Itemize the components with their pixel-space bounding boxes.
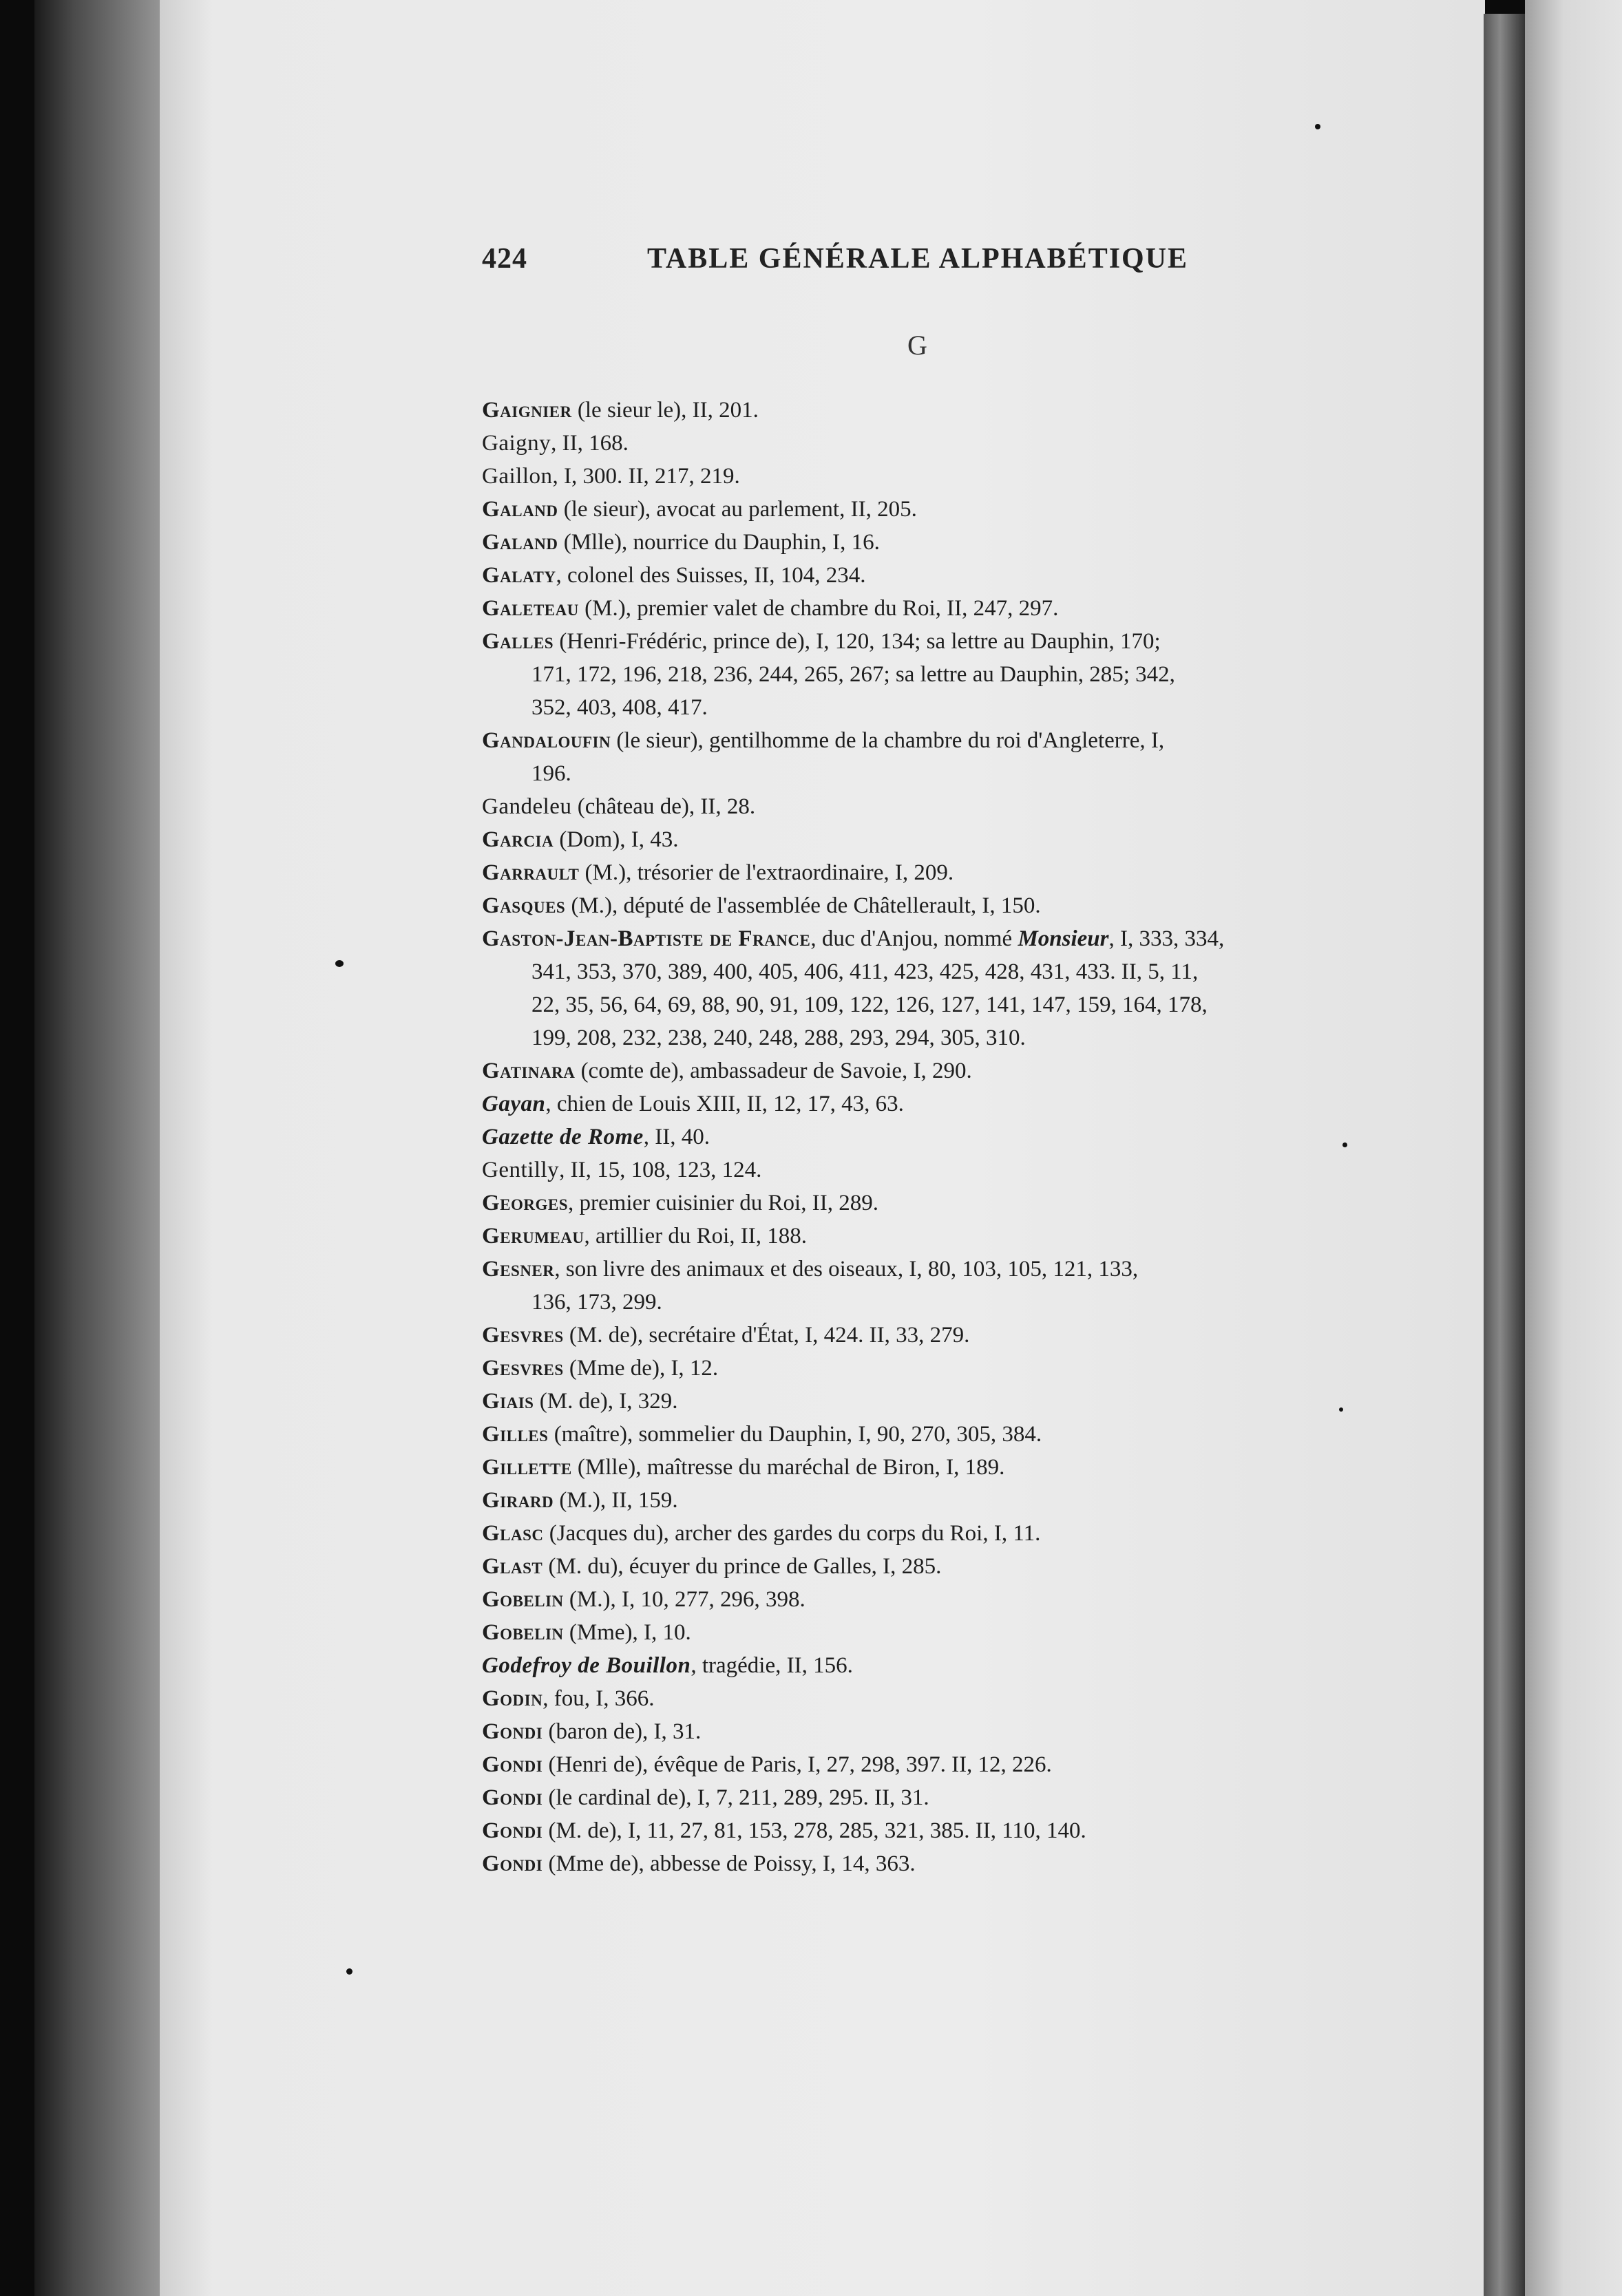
entry-text: (M.), II, 159. [554,1488,678,1513]
index-entry [482,625,1349,724]
entry-continuation-line: 22, 35, 56, 64, 69, 88, 90, 91, 109, 122, 126, 127, 141, 147, 159, 164, 178, [531,992,1208,1017]
entry-heading: Glast [482,1554,543,1579]
index-entry [482,889,1349,922]
page-number: 424 [482,243,527,275]
entry-heading: Gondi [482,1818,543,1843]
entry-heading: Gaigny [482,431,551,456]
entry-text: , II, 15, 108, 123, 124. [559,1158,762,1182]
entry-heading: Gondi [482,1851,543,1876]
entry-text: (M. du), écuyer du prince de Galles, I, 285. [543,1554,942,1579]
dust-speck [1315,124,1320,129]
entry-heading: Gesner [482,1257,555,1282]
index-entry [482,592,1349,625]
index-entry [482,1517,1349,1550]
index-entry [482,1682,1349,1715]
entry-text: (Mlle), nourrice du Dauphin, I, 16. [558,530,880,555]
index-entry [482,1418,1349,1451]
entry-text: (le cardinal de), I, 7, 211, 289, 295. II, 31. [543,1785,929,1810]
entry-text: (comte de), ambassadeur de Savoie, I, 290. [575,1059,972,1083]
index-entry [482,1847,1349,1880]
index-entry [482,922,1349,1054]
entry-heading: Garrault [482,860,580,885]
entry-text: , II, 168. [551,431,629,456]
page-gutter-edge [1484,14,1525,2296]
entry-text: (M.), I, 10, 277, 296, 398. [563,1587,805,1612]
index-entry [482,724,1349,790]
entry-heading: Giais [482,1389,534,1414]
entry-heading: Gondi [482,1785,543,1810]
entry-text: (M.), premier valet de chambre du Roi, II, 247, 297. [578,596,1059,621]
entry-heading: Gondi [482,1719,543,1744]
dust-speck [1342,1142,1347,1147]
entry-heading: Gandaloufin [482,728,611,753]
entry-heading: Gasques [482,893,566,918]
entry-heading: Gobelin [482,1620,564,1645]
index-entry [482,1748,1349,1781]
index-entry [482,526,1349,559]
entry-heading: Gazette de Rome [482,1125,644,1149]
entry-text: (M.), trésorier de l'extraordinaire, I, 209. [579,860,954,885]
index-entry [482,460,1349,493]
index-entry [482,1187,1349,1220]
entry-heading: Gesvres [482,1356,564,1381]
entry-text: (Mme de), I, 12. [563,1356,719,1381]
index-entry [482,856,1349,889]
entry-text: (M.), député de l'assemblée de Châtellerault, I, 150. [565,893,1041,918]
index-entry [482,1649,1349,1682]
book-spine-shadow [34,0,165,2296]
entry-heading: Gaston-Jean-Baptiste de France [482,926,811,951]
entry-text: (le sieur le), II, 201. [571,398,759,423]
entry-heading: Gillette [482,1455,572,1480]
index-entry [482,1385,1349,1418]
index-entry [482,1220,1349,1253]
index-entry [482,1616,1349,1649]
entry-heading: Gerumeau [482,1224,584,1248]
entry-text: , I, 300. II, 217, 219. [552,464,740,489]
entry-text: (maître), sommelier du Dauphin, I, 90, 270, 305, 384. [548,1422,1042,1447]
entry-heading: Gaillon [482,464,553,489]
running-title: TABLE GÉNÉRALE ALPHABÉTIQUE [647,243,1189,275]
entry-continuation-line: 352, 403, 408, 417. [531,695,708,720]
index-entry [482,1253,1349,1319]
entry-text: (Henri-Frédéric, prince de), I, 120, 134; sa lettre au Dauphin, 170; [554,629,1161,654]
entry-heading: Gentilly [482,1158,560,1182]
entry-heading: Galeteau [482,596,579,621]
index-entry [482,1319,1349,1352]
entry-text: (baron de), I, 31. [543,1719,702,1744]
index-entry [482,394,1349,427]
entry-text: (M. de), secrétaire d'État, I, 424. II, 33, 279. [563,1323,970,1348]
index-entry [482,1484,1349,1517]
entry-heading: Gandeleu [482,794,572,819]
index-entry [482,427,1349,460]
entry-heading: Godefroy de Bouillon [482,1653,691,1678]
entry-continuation-line: 136, 173, 299. [531,1290,662,1315]
index-entry [482,1583,1349,1616]
entry-heading: Gobelin [482,1587,564,1612]
dust-speck [335,960,344,967]
dust-speck [346,1968,352,1975]
index-entry [482,1451,1349,1484]
entry-heading: Gayan [482,1092,546,1116]
entry-text: (Jacques du), archer des gardes du corps du Roi, I, 11. [543,1521,1041,1546]
entry-continuation-line: 341, 353, 370, 389, 400, 405, 406, 411, 423, 425, 428, 431, 433. II, 5, 11, [531,959,1199,984]
entry-heading: Godin [482,1686,543,1711]
entry-heading: Gondi [482,1752,543,1777]
entry-heading: Galand [482,530,558,555]
index-entry [482,1154,1349,1187]
index-entry [482,1814,1349,1847]
entry-heading: Glasc [482,1521,544,1546]
index-entry [482,790,1349,823]
section-letter: G [907,330,927,361]
entry-heading: Gesvres [482,1323,564,1348]
entry-heading: Gatinara [482,1059,576,1083]
entry-heading: Girard [482,1488,554,1513]
entry-text-after: , I, 333, 334, [1108,926,1225,951]
entry-text: (M. de), I, 11, 27, 81, 153, 278, 285, 321, 385. II, 110, 140. [543,1818,1086,1843]
index-entry [482,493,1349,526]
entry-text: , duc d'Anjou, nommé [810,926,1018,951]
entry-heading: Gaignier [482,398,572,423]
entry-text: , II, 40. [643,1125,710,1149]
entry-text: (Henri de), évêque de Paris, I, 27, 298, 397. II, 12, 226. [543,1752,1052,1777]
entry-text: , son livre des animaux et des oiseaux, I, 80, 103, 105, 121, 133, [554,1257,1139,1282]
entry-heading: Galand [482,497,558,522]
entry-text: (le sieur), avocat au parlement, II, 205. [558,497,917,522]
entry-text: (Dom), I, 43. [554,827,679,852]
page-header [482,242,1189,284]
entry-text: (château de), II, 28. [571,794,756,819]
entry-text: , chien de Louis XIII, II, 12, 17, 43, 63. [545,1092,904,1116]
entry-heading: Galles [482,629,554,654]
index-entry [482,823,1349,856]
index-entry [482,559,1349,592]
index-entry [482,1781,1349,1814]
index-entry [482,1054,1349,1087]
entry-heading: Galaty [482,563,556,588]
index-entry [482,1120,1349,1154]
entry-text: , premier cuisinier du Roi, II, 289. [568,1191,878,1215]
entry-text: (M. de), I, 329. [534,1389,678,1414]
entry-text: , artillier du Roi, II, 188. [584,1224,808,1248]
entry-text: , fou, I, 366. [543,1686,655,1711]
index-entry [482,1352,1349,1385]
entry-continuation-line: 196. [531,761,571,786]
index-entry [482,1550,1349,1583]
entry-text: , tragédie, II, 156. [691,1653,853,1678]
index-entry [482,1087,1349,1120]
facing-page-edge [1525,0,1622,2296]
entry-heading: Gilles [482,1422,549,1447]
entry-text: , colonel des Suisses, II, 104, 234. [556,563,866,588]
entry-text: (Mme de), abbesse de Poissy, I, 14, 363. [543,1851,916,1876]
index-entry [482,1715,1349,1748]
entry-italic-text: Monsieur [1018,926,1109,951]
entry-continuation-line: 199, 208, 232, 238, 240, 248, 288, 293, 294, 305, 310. [531,1025,1026,1050]
dust-speck [1339,1407,1343,1412]
entry-heading: Garcia [482,827,554,852]
entry-text: (Mlle), maîtresse du maréchal de Biron, I, 189. [571,1455,1005,1480]
entry-text: (Mme), I, 10. [563,1620,691,1645]
entry-continuation-line: 171, 172, 196, 218, 236, 244, 265, 267; sa lettre au Dauphin, 285; 342, [531,662,1175,687]
entry-text: (le sieur), gentilhomme de la chambre du roi d'Angleterre, I, [611,728,1165,753]
index-entries [482,394,1349,1880]
entry-heading: Georges [482,1191,569,1215]
